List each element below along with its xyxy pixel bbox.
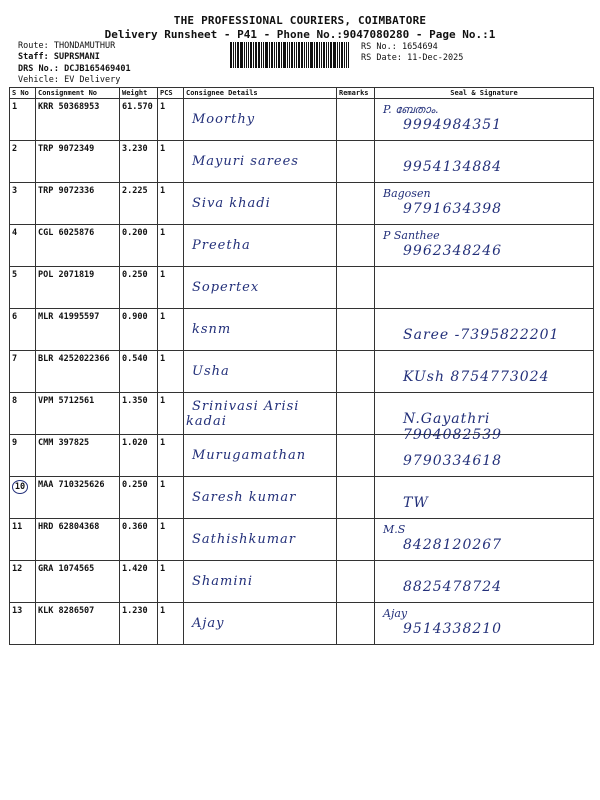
row-sno: 5 — [10, 267, 36, 309]
barcode-bar — [298, 42, 300, 68]
barcode-bar — [328, 42, 329, 68]
row-pcs: 1 — [158, 561, 184, 603]
barcode-bar — [319, 42, 320, 68]
barcode-bar — [233, 42, 234, 68]
barcode-bar — [278, 42, 280, 68]
row-consignment: KLK 8286507 — [36, 603, 120, 645]
barcode-bar — [255, 42, 257, 68]
barcode-bar — [248, 42, 249, 68]
consignee-handwriting: Sopertex — [192, 280, 260, 295]
signature-phone: 8428120267 — [403, 537, 503, 553]
barcode-image — [230, 42, 358, 68]
row-remarks — [337, 183, 375, 225]
row-consignment: BLR 4252022366 — [36, 351, 120, 393]
signature-phone: N.Gayathri 7904082539 — [403, 411, 503, 443]
row-consignment: MLR 41995597 — [36, 309, 120, 351]
consignee-handwriting: ksnm — [192, 322, 232, 337]
row-remarks — [337, 477, 375, 519]
barcode-bar — [321, 42, 322, 68]
barcode-bar — [314, 42, 315, 68]
row-pcs: 1 — [158, 141, 184, 183]
col-consignment: Consignment No — [36, 88, 120, 99]
barcode-bar — [337, 42, 338, 68]
row-consignee — [184, 435, 337, 477]
row-consignee — [184, 561, 337, 603]
barcode-bar — [341, 42, 343, 68]
row-signature — [375, 561, 594, 603]
barcode-bar — [287, 42, 288, 68]
row-signature — [375, 225, 594, 267]
row-remarks — [337, 561, 375, 603]
signature-phone: 9962348246 — [403, 243, 503, 259]
row-weight: 2.225 — [120, 183, 158, 225]
row-consignment: CMM 397825 — [36, 435, 120, 477]
table-row — [10, 519, 594, 561]
consignee-handwriting: Ajay — [192, 616, 225, 631]
row-signature — [375, 141, 594, 183]
barcode-bar — [348, 42, 349, 68]
row-signature — [375, 519, 594, 561]
col-consignee: Consignee Details — [184, 88, 337, 99]
row-consignment: KRR 50368953 — [36, 99, 120, 141]
signature-phone: Saree -7395822201 — [403, 327, 560, 343]
barcode-bar — [271, 42, 273, 68]
consignee-handwriting: Saresh kumar — [192, 490, 297, 505]
row-weight: 0.200 — [120, 225, 158, 267]
row-sno: 8 — [10, 393, 36, 435]
row-pcs: 1 — [158, 603, 184, 645]
table-row — [10, 141, 594, 183]
route-line: Route: THONDAMUTHUR — [18, 41, 116, 51]
consignee-handwriting: Moorthy — [192, 112, 256, 127]
row-remarks — [337, 225, 375, 267]
barcode-bar — [316, 42, 318, 68]
rs-info: RS No.: 1654694 RS Date: 11-Dec-2025 — [361, 42, 464, 63]
row-pcs: 1 — [158, 309, 184, 351]
row-remarks — [337, 267, 375, 309]
row-consignee — [184, 603, 337, 645]
consignee-handwriting: Mayuri sarees — [192, 154, 299, 169]
row-weight: 1.420 — [120, 561, 158, 603]
signature-phone: 9790334618 — [403, 453, 503, 469]
barcode-bar — [294, 42, 295, 68]
row-weight: 1.350 — [120, 393, 158, 435]
table-row — [10, 477, 594, 519]
signature-mark: M.S — [383, 523, 406, 536]
row-remarks — [337, 603, 375, 645]
barcode-bar — [276, 42, 277, 68]
row-sno: 12 — [10, 561, 36, 603]
row-signature — [375, 435, 594, 477]
consignee-handwriting: Murugamathan — [192, 448, 307, 463]
signature-phone: KUsh 8754773024 — [403, 369, 550, 385]
row-signature — [375, 309, 594, 351]
row-consignee — [184, 477, 337, 519]
table-header-row — [10, 88, 594, 99]
signature-phone: 9994984351 — [403, 117, 503, 133]
row-sno: 13 — [10, 603, 36, 645]
row-consignment: TRP 9072336 — [36, 183, 120, 225]
barcode-bar — [289, 42, 290, 68]
barcode-bar — [258, 42, 260, 68]
barcode-bar — [291, 42, 293, 68]
barcode-bar — [344, 42, 345, 68]
row-weight: 1.020 — [120, 435, 158, 477]
row-consignee — [184, 519, 337, 561]
row-consignment: GRA 1074565 — [36, 561, 120, 603]
barcode-bar — [333, 42, 336, 68]
barcode-bar — [326, 42, 327, 68]
consignee-handwriting: Preetha — [192, 238, 251, 253]
signature-phone: 8825478724 — [403, 579, 503, 595]
barcode-bar — [301, 42, 303, 68]
barcode-bar — [253, 42, 254, 68]
table-row — [10, 225, 594, 267]
signature-phone: 9514338210 — [403, 621, 503, 637]
consignee-handwriting: Usha — [192, 364, 230, 379]
sno-circle-mark: 10 — [12, 480, 28, 494]
row-signature — [375, 99, 594, 141]
col-signature: Seal & Signature — [375, 88, 594, 99]
row-weight: 3.230 — [120, 141, 158, 183]
row-remarks — [337, 351, 375, 393]
table-row — [10, 99, 594, 141]
row-weight: 0.900 — [120, 309, 158, 351]
row-weight: 61.570 — [120, 99, 158, 141]
vehicle-line: Vehicle: EV Delivery — [18, 75, 121, 85]
row-remarks — [337, 519, 375, 561]
table-row — [10, 435, 594, 477]
row-signature — [375, 183, 594, 225]
drs-line: DRS No.: DCJB165469401 — [18, 64, 131, 74]
consignee-handwriting: Shamini — [192, 574, 254, 589]
barcode-bar — [237, 42, 239, 68]
row-remarks — [337, 435, 375, 477]
col-pcs: PCS — [158, 88, 184, 99]
row-consignee — [184, 141, 337, 183]
barcode-bar — [330, 42, 332, 68]
table-row — [10, 603, 594, 645]
row-consignee — [184, 309, 337, 351]
barcode-bar — [296, 42, 297, 68]
signature-mark: P Santhee — [383, 229, 440, 242]
consignee-handwriting: Siva khadi — [192, 196, 271, 211]
row-sno: 2 — [10, 141, 36, 183]
row-signature — [375, 267, 594, 309]
barcode-bar — [265, 42, 268, 68]
row-pcs: 1 — [158, 351, 184, 393]
row-sno: 1 — [10, 99, 36, 141]
table-row — [10, 309, 594, 351]
barcode-bar — [250, 42, 252, 68]
barcode-bar — [274, 42, 275, 68]
row-remarks — [337, 141, 375, 183]
barcode-bar — [306, 42, 307, 68]
row-consignee — [184, 99, 337, 141]
row-pcs: 1 — [158, 477, 184, 519]
company-title: THE PROFESSIONAL COURIERS, COIMBATORE — [173, 14, 427, 27]
table-row — [10, 267, 594, 309]
row-remarks — [337, 309, 375, 351]
table-row — [10, 351, 594, 393]
table-row — [10, 183, 594, 225]
row-consignee — [184, 267, 337, 309]
barcode-bar — [310, 42, 313, 68]
row-weight: 0.250 — [120, 477, 158, 519]
barcode-bar — [240, 42, 243, 68]
row-sno: 11 — [10, 519, 36, 561]
barcode-bar — [281, 42, 282, 68]
row-sno: 4 — [10, 225, 36, 267]
signature-mark: Ajay — [383, 607, 408, 620]
row-consignee — [184, 393, 337, 435]
barcode-bar — [339, 42, 340, 68]
signature-phone: TW — [403, 495, 429, 511]
row-consignee — [184, 183, 337, 225]
row-weight: 0.360 — [120, 519, 158, 561]
row-pcs: 1 — [158, 435, 184, 477]
row-sno: 3 — [10, 183, 36, 225]
row-remarks — [337, 99, 375, 141]
row-remarks — [337, 393, 375, 435]
consignee-handwriting: Srinivasi Arisi kadai — [186, 398, 300, 429]
row-pcs: 1 — [158, 393, 184, 435]
row-consignment: CGL 6025876 — [36, 225, 120, 267]
row-signature — [375, 393, 594, 443]
row-consignee — [184, 225, 337, 267]
row-pcs: 1 — [158, 99, 184, 141]
row-consignee — [184, 351, 337, 393]
barcode-bar — [263, 42, 264, 68]
row-sno: 7 — [10, 351, 36, 393]
runsheet-title: Delivery Runsheet - P41 - Phone No.:9047080280 - Page No.:1 — [104, 28, 496, 41]
row-signature — [375, 603, 594, 645]
barcode-bar — [230, 42, 232, 68]
barcode-bar — [283, 42, 286, 68]
barcode-bar — [269, 42, 270, 68]
col-sno: S No — [10, 88, 36, 99]
barcode-bar — [304, 42, 305, 68]
row-weight: 0.540 — [120, 351, 158, 393]
row-signature — [375, 351, 594, 393]
row-signature — [375, 477, 594, 519]
row-weight: 1.230 — [120, 603, 158, 645]
row-sno — [10, 477, 36, 519]
signature-mark: Bagosen — [383, 187, 431, 200]
row-consignment: MAA 710325626 — [36, 477, 120, 519]
barcode-bar — [261, 42, 262, 68]
row-consignment: HRD 62804368 — [36, 519, 120, 561]
table-row — [10, 393, 594, 435]
barcode-bar — [235, 42, 236, 68]
consignee-handwriting: Sathishkumar — [192, 532, 296, 547]
signature-phone: 9954134884 — [403, 159, 503, 175]
staff-line: Staff: SUPRSMANI — [18, 52, 100, 62]
signature-mark: P. ബേതാം. — [383, 103, 439, 116]
row-consignment: VPM 5712561 — [36, 393, 120, 435]
row-weight: 0.250 — [120, 267, 158, 309]
row-consignment: POL 2071819 — [36, 267, 120, 309]
barcode-bar — [246, 42, 247, 68]
row-sno: 6 — [10, 309, 36, 351]
row-pcs: 1 — [158, 267, 184, 309]
barcode-bar — [308, 42, 309, 68]
runsheet-table — [9, 87, 594, 645]
col-remarks: Remarks — [337, 88, 375, 99]
barcode-bar — [323, 42, 325, 68]
row-consignment: TRP 9072349 — [36, 141, 120, 183]
table-row — [10, 561, 594, 603]
row-sno: 9 — [10, 435, 36, 477]
row-pcs: 1 — [158, 225, 184, 267]
signature-phone: 9791634398 — [403, 201, 503, 217]
row-pcs: 1 — [158, 519, 184, 561]
barcode-bar — [346, 42, 347, 68]
row-pcs: 1 — [158, 183, 184, 225]
barcode-bar — [244, 42, 245, 68]
col-weight: Weight — [120, 88, 158, 99]
